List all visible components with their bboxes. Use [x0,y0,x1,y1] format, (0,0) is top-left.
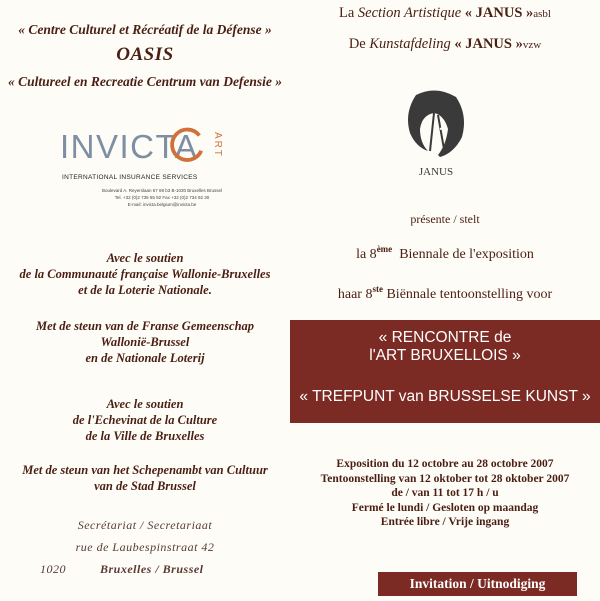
secretariat-title: Secrétariat / Secretariaat [77,518,213,532]
support-nl-wallonie [0,318,290,366]
janus-logo-icon [396,85,476,185]
janus-logo-label: JANUS [418,166,454,178]
closed-line: Fermé le lundi / Gesloten op maandag [351,501,539,514]
support-fr-bruxelles [0,396,290,444]
center-header-fr: « Centre Culturel et Récréatif de la Défense » [18,22,272,37]
organizer-nl [290,36,600,53]
organizer-section: Section Artistique [357,5,462,21]
left-column [0,0,290,601]
organizer-name: « JANUS » [454,36,523,52]
dates-line: Tentoonstelling van 12 oktober tot 28 oktober 2007 [320,472,570,485]
organizer-prefix: La [338,5,355,21]
support-line: Met de steun van het Schepenambt van Cultuur [22,463,268,477]
organization-name: OASIS [116,44,174,65]
invicta-logo-art: ART [212,132,223,158]
banner-title-nl: « TREFPUNT van BRUSSELSE KUNST » [299,388,591,405]
invicta-logo [60,118,240,213]
support-line: de l'Echevinat de la Culture [72,413,218,427]
support-nl-brussel [0,462,290,494]
organizer-prefix: De [348,36,366,52]
biennale-ordinal: ste [372,284,383,294]
organizer-suffix: asbl [533,8,551,20]
organizer-suffix: vzw [522,39,542,51]
biennale-number: la 8 [356,247,377,262]
banner-title-fr-line2: l'ART BRUXELLOIS » [369,347,521,364]
support-line: Wallonië-Brussel [100,335,190,349]
invicta-address [82,187,242,208]
invicta-ring-icon [168,126,206,164]
exhibition-dates [290,457,600,530]
support-line: de la Communauté française Wallonie-Bruxelles [19,267,271,281]
biennale-fr [290,244,600,263]
organizer-section: Kunstafdeling [369,36,451,52]
dates-line: Exposition du 12 octobre au 28 octobre 2007 [336,458,554,470]
center-header-nl: « Cultureel en Recreatie Centrum van Defensie » [7,74,283,89]
exhibition-title-banner [290,320,600,423]
organizer-name: « JANUS » [464,5,534,21]
banner-title-fr-line1: « RENCONTRE de [378,329,512,346]
support-line: en de Nationale Loterij [85,351,205,365]
support-line: et de la Loterie Nationale. [78,283,212,297]
biennale-number: haar 8 [337,287,373,302]
hours-line: de / van 11 tot 17 h / u [391,487,499,499]
support-line: van de Stad Brussel [94,479,196,493]
biennale-nl [290,284,600,303]
biennale-text: Biennale de l'exposition [399,247,534,262]
secretariat-city: Bruxelles / Brussel [100,562,204,576]
entry-line: Entrée libre / Vrije ingang [380,516,510,528]
right-column [290,0,600,601]
invicta-address-line: Boulevard A. Reyerslaan 67 69 b3 B-1030 Bruxelles Brussel [101,188,223,193]
invicta-logo-subtitle: INTERNATIONAL INSURANCE SERVICES [62,174,198,181]
organizer-fr [290,5,600,22]
support-line: Avec le soutien [106,251,184,265]
support-line: Met de steun van de Franse Gemeenschap [35,319,255,333]
secretariat-postcode: 1020 [40,562,66,576]
support-fr-wallonie [0,250,290,298]
support-line: Avec le soutien [106,397,184,411]
presents-label: présente / stelt [410,212,480,226]
biennale-ordinal: ème [376,244,393,254]
secretariat-street: rue de Laubespinstraat 42 [75,540,215,554]
invicta-phone-line: Tel. +32 (0)2 735 55 92 Fax +32 (0)2 734 92 30 [114,195,210,200]
invicta-logo-name: INVICTA [60,128,199,165]
biennale-text: Biënnale tentoonstelling voor [386,287,553,302]
support-line: de la Ville de Bruxelles [85,429,205,443]
invicta-email-line: E-mail: invicta.belgium@invicta.be [127,202,197,207]
invitation-label: Invitation / Uitnodiging [378,572,577,596]
